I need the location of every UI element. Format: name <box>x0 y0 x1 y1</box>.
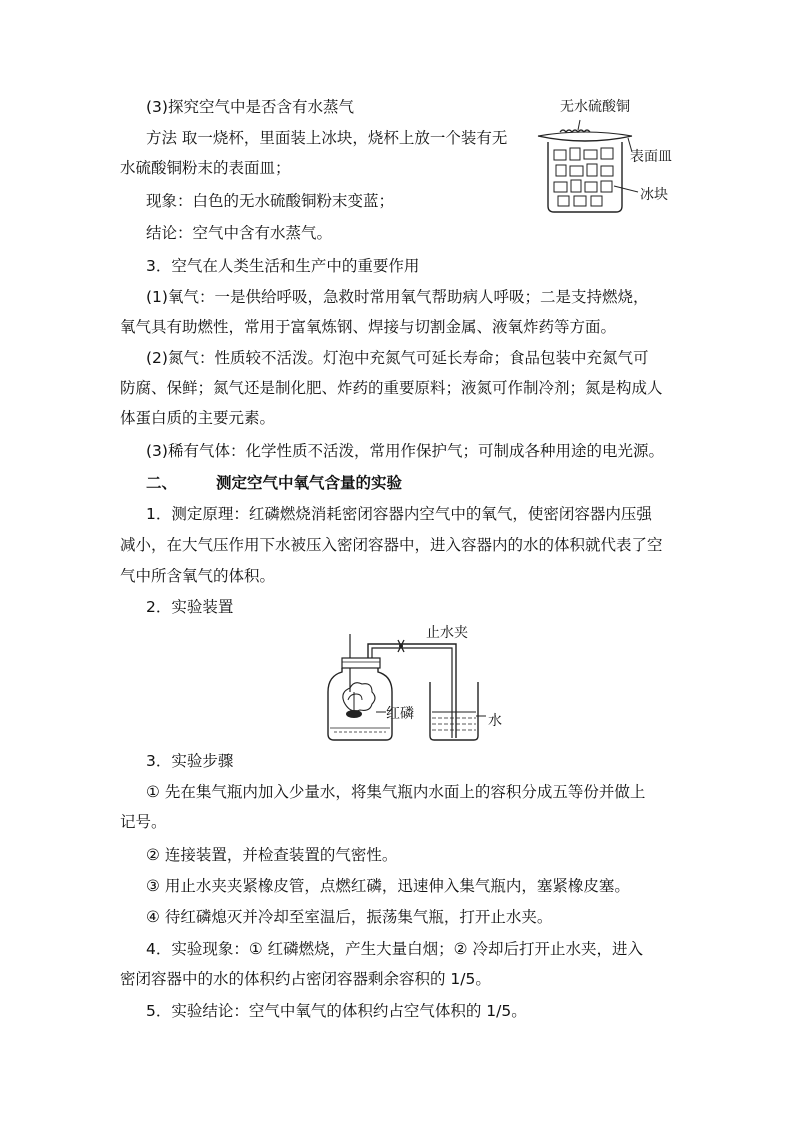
nitrogen-line2: 防腐、保鲜；氮气还是制化肥、炸药的重要原料；液氮可作制冷剂；氮是构成人 <box>120 379 663 397</box>
figure2-label-red-phosphorus: 红磷 <box>386 706 414 722</box>
figure2-label-water: 水 <box>488 713 502 729</box>
beaker-ice-diagram <box>530 110 640 220</box>
water-vapor-conclusion: 结论：空气中含有水蒸气。 <box>146 224 333 242</box>
experiment-title-number: 二、 <box>146 474 178 492</box>
apparatus-diagram <box>320 632 490 744</box>
experiment-conclusion: 5．实验结论：空气中氧气的体积约占空气体积的 1/5。 <box>146 1002 527 1020</box>
principle-line2: 减小，在大气压作用下水被压入密闭容器中，进入容器内的水的体积就代表了空 <box>120 536 663 554</box>
steps-heading: 3．实验步骤 <box>146 752 234 770</box>
importance-heading: 3．空气在人类生活和生产中的重要作用 <box>146 257 420 275</box>
figure2-label-clamp: 止水夹 <box>426 625 468 641</box>
step2: ② 连接装置，并检查装置的气密性。 <box>146 846 398 864</box>
step1-line2: 记号。 <box>120 813 167 831</box>
step1-line1: ① 先在集气瓶内加入少量水，将集气瓶内水面上的容积分成五等份并做上 <box>146 783 646 801</box>
principle-line3: 气中所含氧气的体积。 <box>120 567 276 585</box>
figure1-label-copper-sulfate: 无水硫酸铜 <box>560 99 630 115</box>
experiment-title: 测定空气中氧气含量的实验 <box>216 474 403 492</box>
phenomenon-line1: 4．实验现象：① 红磷燃烧，产生大量白烟；② 冷却后打开止水夹，进入 <box>146 940 644 958</box>
figure1-label-watch-glass: 表面皿 <box>630 149 672 165</box>
water-vapor-heading: (3)探究空气中是否含有水蒸气 <box>146 98 354 116</box>
step3: ③ 用止水夹夹紧橡皮管，点燃红磷，迅速伸入集气瓶内，塞紧橡皮塞。 <box>146 877 630 895</box>
water-vapor-method-line1: 方法 取一烧杯，里面装上冰块，烧杯上放一个装有无 <box>146 129 508 147</box>
water-vapor-phenomenon: 现象：白色的无水硫酸铜粉末变蓝； <box>146 192 395 210</box>
nitrogen-line3: 体蛋白质的主要元素。 <box>120 409 276 427</box>
oxygen-line1: (1)氧气：一是供给呼吸，急救时常用氧气帮助病人呼吸；二是支持燃烧， <box>146 288 649 306</box>
apparatus-heading: 2．实验装置 <box>146 598 234 616</box>
principle-line1: 1．测定原理：红磷燃烧消耗密闭容器内空气中的氧气，使密闭容器内压强 <box>146 505 652 523</box>
phenomenon-line2: 密闭容器中的水的体积约占密闭容器剩余容积的 1/5。 <box>120 970 491 988</box>
noble-gas-line: (3)稀有气体：化学性质不活泼，常用作保护气；可制成各种用途的电光源。 <box>146 442 664 460</box>
step4: ④ 待红磷熄灭并冷却至室温后，振荡集气瓶，打开止水夹。 <box>146 908 553 926</box>
figure1-label-ice: 冰块 <box>640 187 668 203</box>
nitrogen-line1: (2)氮气：性质较不活泼。灯泡中充氮气可延长寿命；食品包装中充氮气可 <box>146 349 649 367</box>
oxygen-line2: 氧气具有助燃性，常用于富氧炼钢、焊接与切割金属、液氧炸药等方面。 <box>120 318 617 336</box>
water-vapor-method-line2: 水硫酸铜粉末的表面皿； <box>120 159 291 177</box>
